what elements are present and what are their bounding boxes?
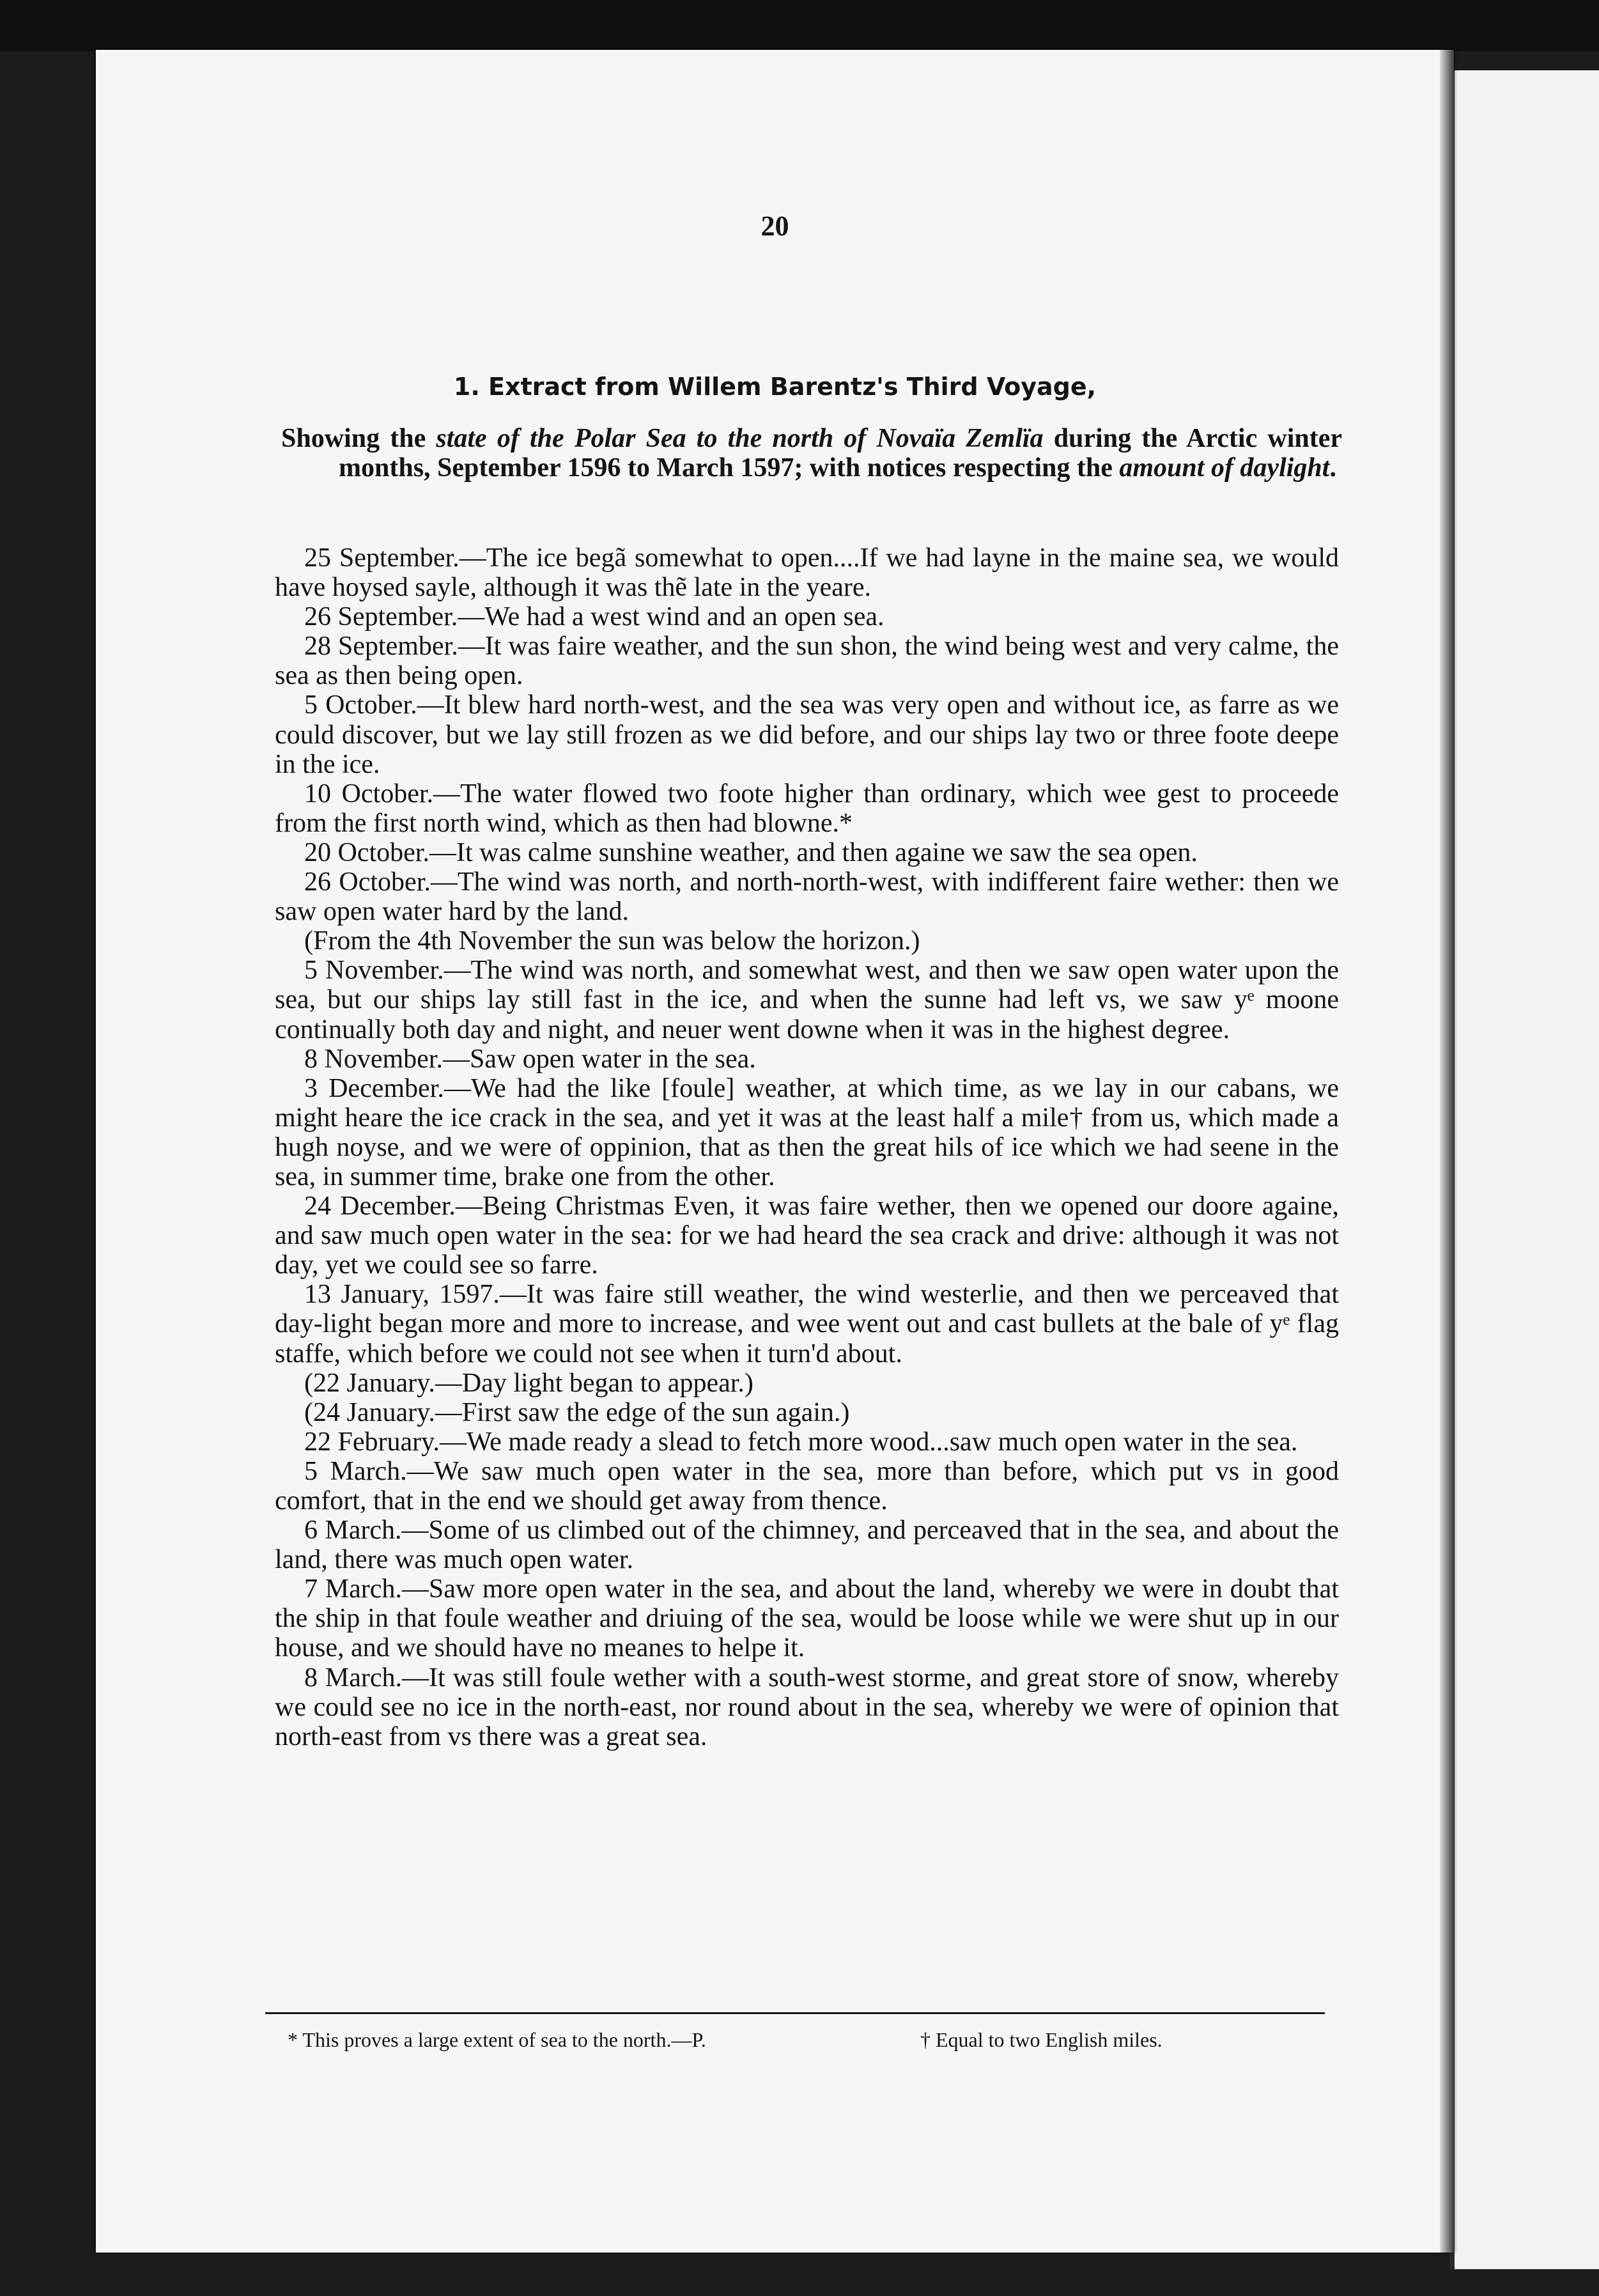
subtitle-part: Showing the xyxy=(281,424,436,453)
extract-heading: 1. Extract from Willem Barentz's Third Voyage, xyxy=(453,373,1097,401)
adjacent-page-edge xyxy=(1449,70,1599,2269)
journal-entry: (24 January.—First saw the edge of the sun again.) xyxy=(304,1397,850,1427)
journal-entry: 20 October.—It was calme sunshine weather, and then againe we saw the sea open. xyxy=(304,837,1198,867)
journal-entry: 5 March.—We saw much open water in the sea, more than before, which put vs in good comfort, that in the end we should get away from thence. xyxy=(275,1456,1339,1516)
journal-entry: 13 January, 1597.—It was faire still weather, the wind westerlie, and then we perceaved that day-light began more and more to increase, and wee went out and cast bullets at the bale of yᵉ flag staffe, which before we could not see when it turn'd about. xyxy=(275,1280,1339,1369)
journal-entry: 26 September.—We had a west wind and an open sea. xyxy=(304,602,884,632)
journal-entry: (From the 4th November the sun was below the horizon.) xyxy=(304,926,920,956)
extract-subtitle xyxy=(281,424,1342,483)
footnote-divider xyxy=(265,2012,1325,2014)
footnote-asterisk: * This proves a large extent of sea to the north.—P. xyxy=(288,2028,706,2051)
journal-entry: 5 October.—It blew hard north-west, and the sea was very open and without ice, as farre as we could discover, but we lay still frozen as we did before, and our ships lay two or three foote deepe in the ice. xyxy=(275,690,1339,779)
page-number: 20 xyxy=(761,210,789,242)
scan-backdrop xyxy=(0,0,1599,51)
journal-entry: (22 January.—Day light began to appear.) xyxy=(304,1368,753,1398)
footnote-dagger: † Equal to two English miles. xyxy=(920,2028,1163,2051)
subtitle-part: amount of daylight xyxy=(1119,453,1330,483)
journal-entry: 3 December.—We had the like [foule] weather, at which time, as we lay in our cabans, we might heare the ice crack in the sea, and yet it was at the least half a mile† from us, which made a hugh noyse, and we were of oppinion, that as then the great hils of ice which we had seene in the sea, in summer time, brake one from the other. xyxy=(275,1073,1339,1191)
journal-entry: 24 December.—Being Christmas Even, it was faire wether, then we opened our doore againe, and saw much open water in the sea: for we had heard the sea crack and drive: although it was not day, yet we could see so farre. xyxy=(275,1191,1339,1280)
book-page xyxy=(96,50,1454,2253)
journal-entries xyxy=(275,543,1339,1751)
journal-entry: 7 March.—Saw more open water in the sea, and about the land, whereby we were in doubt that the ship in that foule weather and driuing of the sea, would be loose while we were shut up in our house, and we should have no meanes to helpe it. xyxy=(275,1574,1339,1663)
journal-entry: 28 September.—It was faire weather, and the sun shon, the wind being west and very calme, the sea as then being open. xyxy=(275,632,1339,691)
journal-entry: 8 November.—Saw open water in the sea. xyxy=(304,1044,756,1074)
subtitle-part: state of the Polar Sea to the north of Novaïa Zemlïa xyxy=(436,424,1044,453)
journal-entry: 8 March.—It was still foule wether with a south-west storme, and great store of snow, whereby we could see no ice in the north-east, nor round about in the sea, whereby we were of opinion that north-east from vs there was a great sea. xyxy=(275,1663,1339,1751)
subtitle-part: . xyxy=(1329,453,1336,483)
subtitle-part: during the Arctic winter months, September 1596 to March 1597; with notices respecting the xyxy=(339,424,1342,483)
journal-entry: 5 November.—The wind was north, and somewhat west, and then we saw open water upon the sea, but our ships lay still fast in the ice, and when the sunne had left vs, we saw yᵉ moone continually both day and night, and neuer went downe when it was in the highest degree. xyxy=(275,956,1339,1044)
journal-entry: 22 February.—We made ready a slead to fetch more wood...saw much open water in the sea. xyxy=(304,1427,1298,1457)
journal-entry: 10 October.—The water flowed two foote higher than ordinary, which wee gest to proceede from the first north wind, which as then had blowne.* xyxy=(275,779,1339,838)
journal-entry: 26 October.—The wind was north, and north-north-west, with indifferent faire wether: then we saw open water hard by the land. xyxy=(275,867,1339,927)
journal-entry: 6 March.—Some of us climbed out of the chimney, and perceaved that in the sea, and about the land, there was much open water. xyxy=(275,1516,1339,1575)
journal-entry: 25 September.—The ice begã somewhat to open....If we had layne in the maine sea, we would have hoysed sayle, although it was thẽ late in the yeare. xyxy=(275,543,1339,603)
